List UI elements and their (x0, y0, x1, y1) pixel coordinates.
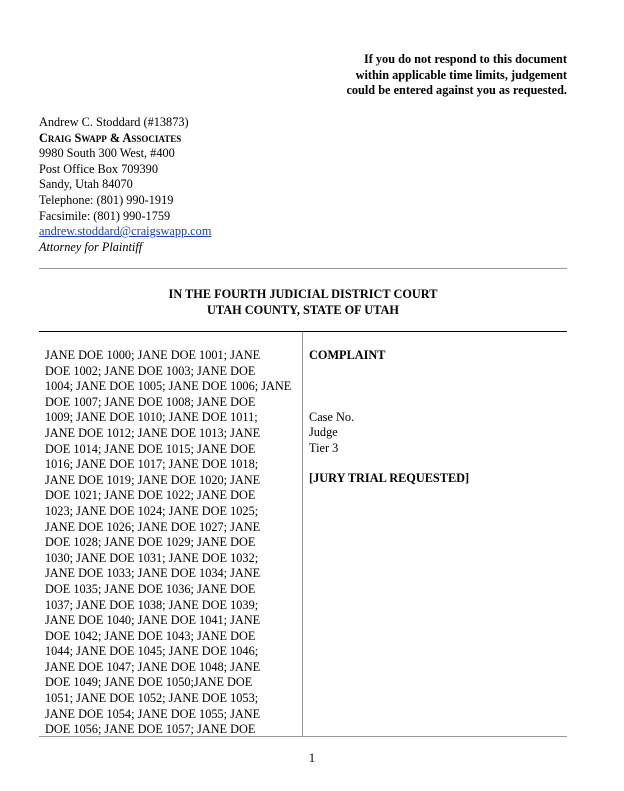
party-line: 1051; JANE DOE 1052; JANE DOE 1053; (45, 691, 259, 706)
party-line: 1004; JANE DOE 1005; JANE DOE 1006; JANE (45, 379, 292, 394)
parties-list (45, 348, 292, 737)
party-line: JANE DOE 1026; JANE DOE 1027; JANE (45, 519, 261, 534)
party-line: 1009; JANE DOE 1010; JANE DOE 1011; (45, 410, 258, 425)
party-line: DOE 1028; JANE DOE 1029; JANE DOE (45, 535, 256, 550)
party-line: 1023; JANE DOE 1024; JANE DOE 1025; (45, 503, 259, 518)
tier: Tier 3 (309, 440, 339, 455)
party-line: 1044; JANE DOE 1045; JANE DOE 1046; (45, 644, 259, 659)
court-heading (39, 287, 567, 318)
party-line: DOE 1021; JANE DOE 1022; JANE DOE (45, 488, 256, 503)
email-link[interactable]: andrew.stoddard@craigswapp.com (39, 224, 212, 239)
party-line: DOE 1035; JANE DOE 1036; JANE DOE (45, 581, 256, 596)
notice-line: within applicable time limits, judgement (355, 67, 567, 82)
telephone: Telephone: (801) 990-1919 (39, 192, 174, 207)
attorney-name: Andrew C. Stoddard (#13873) (39, 115, 189, 129)
party-line: JANE DOE 1047; JANE DOE 1048; JANE (45, 659, 261, 674)
case-caption (39, 331, 567, 737)
party-line: JANE DOE 1012; JANE DOE 1013; JANE (45, 425, 261, 440)
city-line: Sandy, Utah 84070 (39, 177, 133, 192)
firm-name: Craig Swapp & Associates (39, 130, 182, 145)
notice-line: could be entered against you as requested. (346, 83, 567, 97)
party-line: DOE 1002; JANE DOE 1003; JANE DOE (45, 363, 256, 378)
party-line: 1037; JANE DOE 1038; JANE DOE 1039; (45, 597, 259, 612)
case-info (309, 348, 469, 487)
party-line: JANE DOE 1040; JANE DOE 1041; JANE (45, 613, 261, 628)
attorney-role: Attorney for Plaintiff (39, 239, 143, 254)
case-number: Case No. (309, 409, 355, 424)
caption-divider (302, 332, 303, 737)
party-line: 1030; JANE DOE 1031; JANE DOE 1032; (45, 550, 259, 565)
judge: Judge (309, 425, 338, 440)
divider-line (39, 268, 567, 269)
jury-trial-request: [JURY TRIAL REQUESTED] (309, 471, 470, 486)
court-name: IN THE FOURTH JUDICIAL DISTRICT COURT (168, 287, 438, 301)
party-line: DOE 1049; JANE DOE 1050;JANE DOE (45, 675, 253, 690)
party-line: DOE 1056; JANE DOE 1057; JANE DOE (45, 722, 256, 737)
party-line: DOE 1042; JANE DOE 1043; JANE DOE (45, 628, 256, 643)
party-line: JANE DOE 1000; JANE DOE 1001; JANE (45, 348, 261, 362)
attorney-block (39, 115, 211, 255)
address-line: 9980 South 300 West, #400 (39, 146, 175, 161)
facsimile: Facsimile: (801) 990-1759 (39, 208, 171, 223)
bottom-divider (39, 736, 567, 737)
address-line: Post Office Box 709390 (39, 161, 158, 176)
court-county: UTAH COUNTY, STATE OF UTAH (207, 302, 399, 317)
response-notice (346, 52, 567, 99)
document-title: COMPLAINT (309, 348, 386, 362)
party-line: JANE DOE 1054; JANE DOE 1055; JANE (45, 706, 261, 721)
party-line: DOE 1007; JANE DOE 1008; JANE DOE (45, 394, 256, 409)
party-line: DOE 1014; JANE DOE 1015; JANE DOE (45, 441, 256, 456)
party-line: JANE DOE 1019; JANE DOE 1020; JANE (45, 472, 261, 487)
party-line: 1016; JANE DOE 1017; JANE DOE 1018; (45, 457, 259, 472)
page-number: 1 (308, 751, 316, 765)
notice-line: If you do not respond to this document (363, 52, 567, 66)
party-line: JANE DOE 1033; JANE DOE 1034; JANE (45, 566, 261, 581)
